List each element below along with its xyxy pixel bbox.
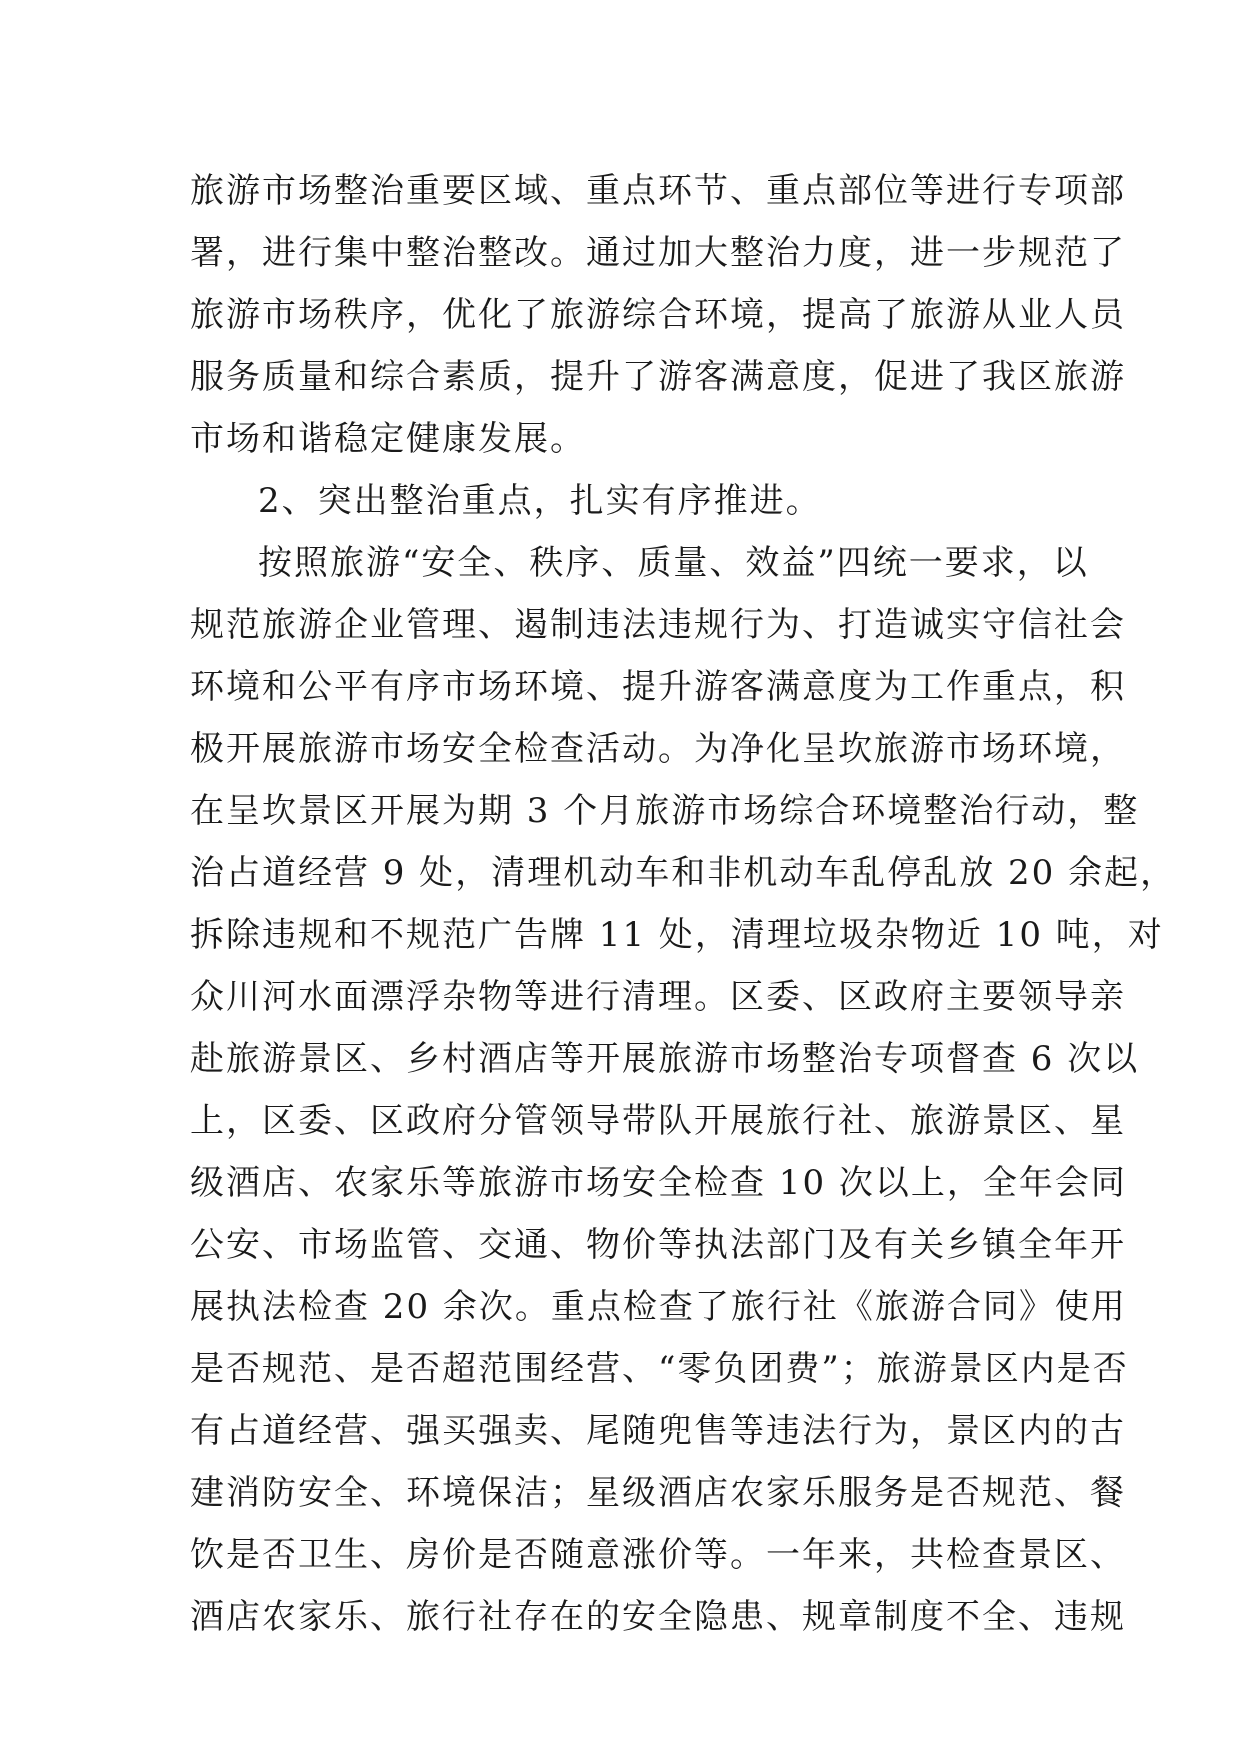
text-line: 服务质量和综合素质，提升了游客满意度，促进了我区旅游 [190, 357, 1126, 397]
text-line: 署，进行集中整治整改。通过加大整治力度，进一步规范了 [190, 233, 1126, 273]
text-line: 拆除违规和不规范广告牌 11 处，清理垃圾杂物近 10 吨，对 [190, 915, 1164, 955]
text-line: 公安、市场监管、交通、物价等执法部门及有关乡镇全年开 [190, 1225, 1126, 1265]
text-line: 市场和谐稳定健康发展。 [190, 419, 586, 459]
text-line: 有占道经营、强买强卖、尾随兜售等违法行为，景区内的古 [190, 1411, 1126, 1451]
text-line: 治占道经营 9 处，清理机动车和非机动车乱停乱放 20 余起， [190, 853, 1177, 893]
text-line: 上，区委、区政府分管领导带队开展旅行社、旅游景区、星 [190, 1101, 1126, 1141]
text-line: 规范旅游企业管理、遏制违法违规行为、打造诚实守信社会 [190, 605, 1126, 645]
text-line: 环境和公平有序市场环境、提升游客满意度为工作重点，积 [190, 667, 1126, 707]
text-line: 饮是否卫生、房价是否随意涨价等。一年来，共检查景区、 [190, 1535, 1126, 1575]
text-line: 是否规范、是否超范围经营、“零负团费”；旅游景区内是否 [190, 1349, 1129, 1389]
text-line: 众川河水面漂浮杂物等进行清理。区委、区政府主要领导亲 [190, 977, 1126, 1017]
text-line: 旅游市场整治重要区域、重点环节、重点部位等进行专项部 [190, 171, 1126, 211]
text-line: 按照旅游“安全、秩序、质量、效益”四统一要求，以 [258, 543, 1089, 583]
text-line: 级酒店、农家乐等旅游市场安全检查 10 次以上，全年会同 [190, 1163, 1127, 1203]
text-line: 在呈坎景区开展为期 3 个月旅游市场综合环境整治行动，整 [190, 791, 1140, 831]
text-line: 展执法检查 20 余次。重点检查了旅行社《旅游合同》使用 [190, 1287, 1127, 1327]
text-line: 旅游市场秩序，优化了旅游综合环境，提高了旅游从业人员 [190, 295, 1126, 335]
text-line: 极开展旅游市场安全检查活动。为净化呈坎旅游市场环境， [190, 729, 1126, 769]
section-heading: 2、突出整治重点，扎实有序推进。 [258, 481, 822, 521]
text-line: 赴旅游景区、乡村酒店等开展旅游市场整治专项督查 6 次以 [190, 1039, 1140, 1079]
text-line: 酒店农家乐、旅行社存在的安全隐患、规章制度不全、违规 [190, 1597, 1126, 1637]
text-line: 建消防安全、环境保洁；星级酒店农家乐服务是否规范、餐 [190, 1473, 1126, 1513]
document-body [190, 160, 1177, 1648]
